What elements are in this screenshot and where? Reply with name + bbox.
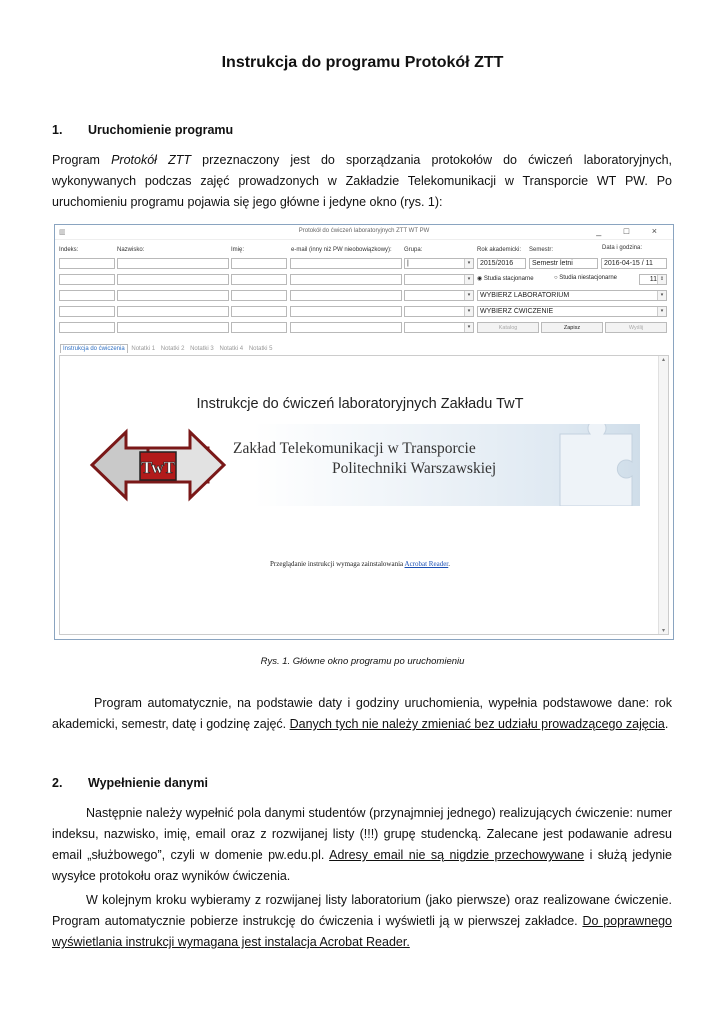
section-number: 2. xyxy=(52,776,63,790)
radio-niestacjonarne[interactable]: ○ Studia niestacjonarne xyxy=(554,275,618,281)
section-title: Uruchomienie programu xyxy=(88,123,234,137)
stepper-icon[interactable]: ⇕ xyxy=(657,275,666,284)
radio-stacjonarne[interactable]: ◉ Studia stacjonarne xyxy=(477,276,534,282)
section-2-paragraph-1 xyxy=(52,803,672,887)
twt-logo xyxy=(88,424,228,506)
section-title: Wypełnienie danymi xyxy=(88,776,208,790)
indeks-label: Indeks: xyxy=(59,247,79,253)
grupa-select[interactable]: | ▾ xyxy=(404,258,474,269)
nazwisko-field[interactable] xyxy=(117,258,229,269)
nazwisko-field[interactable] xyxy=(117,322,229,333)
laboratorium-value: WYBIERZ LABORATORIUM xyxy=(480,292,570,299)
indeks-field[interactable] xyxy=(59,306,115,317)
tab-notatki-2[interactable]: Notatki 2 xyxy=(160,346,185,352)
zapisz-button[interactable]: Zapisz xyxy=(541,322,603,333)
rok-akademicki-field[interactable]: 2015/2016 xyxy=(477,258,526,269)
text-run: i służą jedynie wysyłce protokołu oraz wyników ćwiczenia. xyxy=(52,848,673,883)
window-controls[interactable]: _ □ × xyxy=(596,226,667,236)
logo-text: TwT xyxy=(141,458,175,477)
tab-notatki-3[interactable]: Notatki 3 xyxy=(190,346,214,352)
underlined-warning: Danych tych nie należy zmieniać bez udziału prowadzącego zajęcia xyxy=(289,717,665,731)
hour-value: 11 xyxy=(649,276,657,283)
grupa-select[interactable] xyxy=(404,274,474,285)
section-2-paragraph-2 xyxy=(52,890,672,953)
section-2-heading xyxy=(52,776,208,790)
tab-notatki-5[interactable]: Notatki 5 xyxy=(248,346,273,352)
cwiczenie-select[interactable] xyxy=(477,306,667,317)
scroll-up-icon[interactable]: ▴ xyxy=(661,357,665,363)
section-number: 1. xyxy=(52,123,63,137)
instruction-heading: Instrukcje do ćwiczeń laboratoryjnych Zakładu TwT xyxy=(196,396,524,412)
imie-field[interactable] xyxy=(231,274,287,285)
imie-field[interactable] xyxy=(231,258,287,269)
text-run: Program automatycznie, na podstawie daty i godziny uruchomienia, wypełnia podstawowe dane: rok akademicki, semestr, datę i godzinę zajęć. xyxy=(52,696,672,731)
window-title: Protokół do ćwiczeń laboratoryjnych ZTT WT PW xyxy=(298,228,430,234)
data-label: Data i godzina: xyxy=(602,245,643,251)
cwiczenie-value: WYBIERZ ĆWICZENIE xyxy=(480,308,554,315)
imie-field[interactable] xyxy=(231,290,287,301)
text-run: W kolejnym kroku wybieramy z rozwijanej listy laboratorium (jako pierwsze) oraz realizowane ćwiczenie. Program automatycznie pobierze instrukcję do ćwiczenia i wyświetli ją w pierwszej zakładce. xyxy=(52,893,672,928)
text-run: Następnie należy wypełnić pola danymi studentów (przynajmniej jednego) realizujących ćwiczenie: numer indeksu, nazwisko, imię, email oraz z rozwijanej listy (!!!) grupę studencką. Zalecane jest podawanie adresu email „służbowego”, czyli w domenie pw.edu.pl. xyxy=(52,806,672,862)
tab-bar xyxy=(60,344,275,353)
paragraph-auto-fill xyxy=(52,693,672,735)
acrobat-link[interactable]: Acrobat Reader xyxy=(404,560,449,568)
window-titlebar xyxy=(55,225,673,240)
chevron-down-icon[interactable]: ▾ xyxy=(657,307,666,316)
semestr-field[interactable]: Semestr letni xyxy=(529,258,598,269)
grupa-label: Grupa: xyxy=(404,247,423,253)
laboratorium-select[interactable] xyxy=(477,290,667,301)
section-1-paragraph xyxy=(52,150,672,213)
grupa-select[interactable] xyxy=(404,306,474,317)
hour-stepper[interactable] xyxy=(639,274,667,285)
email-field[interactable] xyxy=(290,274,402,285)
grupa-select[interactable] xyxy=(404,290,474,301)
radio-label: Studia niestacjonarne xyxy=(559,275,618,281)
chevron-down-icon[interactable]: ▾ xyxy=(464,275,473,284)
email-field[interactable] xyxy=(290,258,402,269)
indeks-field[interactable] xyxy=(59,258,115,269)
tab-instrukcja[interactable]: Instrukcja do ćwiczenia xyxy=(60,344,128,353)
banner-line-1: Zakład Telekomunikacji w Transporcie xyxy=(233,440,476,457)
indeks-field[interactable] xyxy=(59,322,115,333)
nazwisko-field[interactable] xyxy=(117,274,229,285)
katalog-button[interactable]: Katalog xyxy=(477,322,539,333)
rok-label: Rok akademicki: xyxy=(477,247,522,253)
text-run: . xyxy=(664,717,669,731)
underlined-note: Do poprawnego wyświetlania instrukcji wymagana jest instalacja Acrobat Reader. xyxy=(52,914,672,949)
nazwisko-field[interactable] xyxy=(117,290,229,301)
page-title: Instrukcja do programu Protokół ZTT xyxy=(221,54,504,71)
tab-notatki-1[interactable]: Notatki 1 xyxy=(131,346,156,352)
figure-caption: Rys. 1. Główne okno programu po uruchomieniu xyxy=(260,656,465,667)
semestr-label: Semestr: xyxy=(529,247,554,253)
app-window-screenshot xyxy=(54,224,674,640)
indeks-field[interactable] xyxy=(59,274,115,285)
tab-notatki-4[interactable]: Notatki 4 xyxy=(219,346,244,352)
banner-line-2: Politechniki Warszawskiej xyxy=(332,460,497,477)
email-label: e-mail (inny niż PW nieobowiązkowy): xyxy=(291,247,392,253)
data-godzina-field[interactable]: 2016-04-15 / 11 xyxy=(601,258,667,269)
underlined-note: Adresy email nie są nigdzie przechowywane xyxy=(329,848,585,862)
chevron-down-icon[interactable]: ▾ xyxy=(657,291,666,300)
chevron-down-icon[interactable]: ▾ xyxy=(464,259,473,268)
nazwisko-field[interactable] xyxy=(117,306,229,317)
indeks-field[interactable] xyxy=(59,290,115,301)
email-field[interactable] xyxy=(290,290,402,301)
imie-field[interactable] xyxy=(231,322,287,333)
nazwisko-label: Nazwisko: xyxy=(117,247,145,253)
email-field[interactable] xyxy=(290,306,402,317)
grupa-select[interactable] xyxy=(404,322,474,333)
note-text: Przeglądanie instrukcji wymaga zainstalowania xyxy=(270,560,405,568)
chevron-down-icon[interactable]: ▾ xyxy=(464,291,473,300)
section-1-heading xyxy=(52,123,233,137)
scroll-down-icon[interactable]: ▾ xyxy=(661,628,665,634)
note-end: . xyxy=(448,560,450,568)
ztt-banner xyxy=(88,424,640,506)
imie-field[interactable] xyxy=(231,306,287,317)
program-name: Protokół ZTT xyxy=(111,153,191,167)
radio-label: Studia stacjonarne xyxy=(483,276,534,282)
email-field[interactable] xyxy=(290,322,402,333)
text-run: Program xyxy=(52,153,112,167)
acrobat-note xyxy=(60,560,660,568)
app-icon: ▥ xyxy=(59,229,66,236)
instruction-viewer[interactable] xyxy=(59,355,669,635)
imie-label: Imię: xyxy=(231,247,245,253)
chevron-down-icon[interactable]: ▾ xyxy=(464,323,473,332)
puzzle-graphic xyxy=(540,424,640,506)
wyslij-button[interactable]: Wyślij xyxy=(605,322,667,333)
text-run: przeznaczony jest do sporządzania protokołów do ćwiczeń laboratoryjnych, wykonywanych podczas zajęć prowadzonych w Zakładzie Telekomunikacji w Transporcie WT PW. Po uruchomieniu programu pojawia się jego główne i jedyne okno (rys. 1): xyxy=(52,153,672,209)
chevron-down-icon[interactable]: ▾ xyxy=(464,307,473,316)
